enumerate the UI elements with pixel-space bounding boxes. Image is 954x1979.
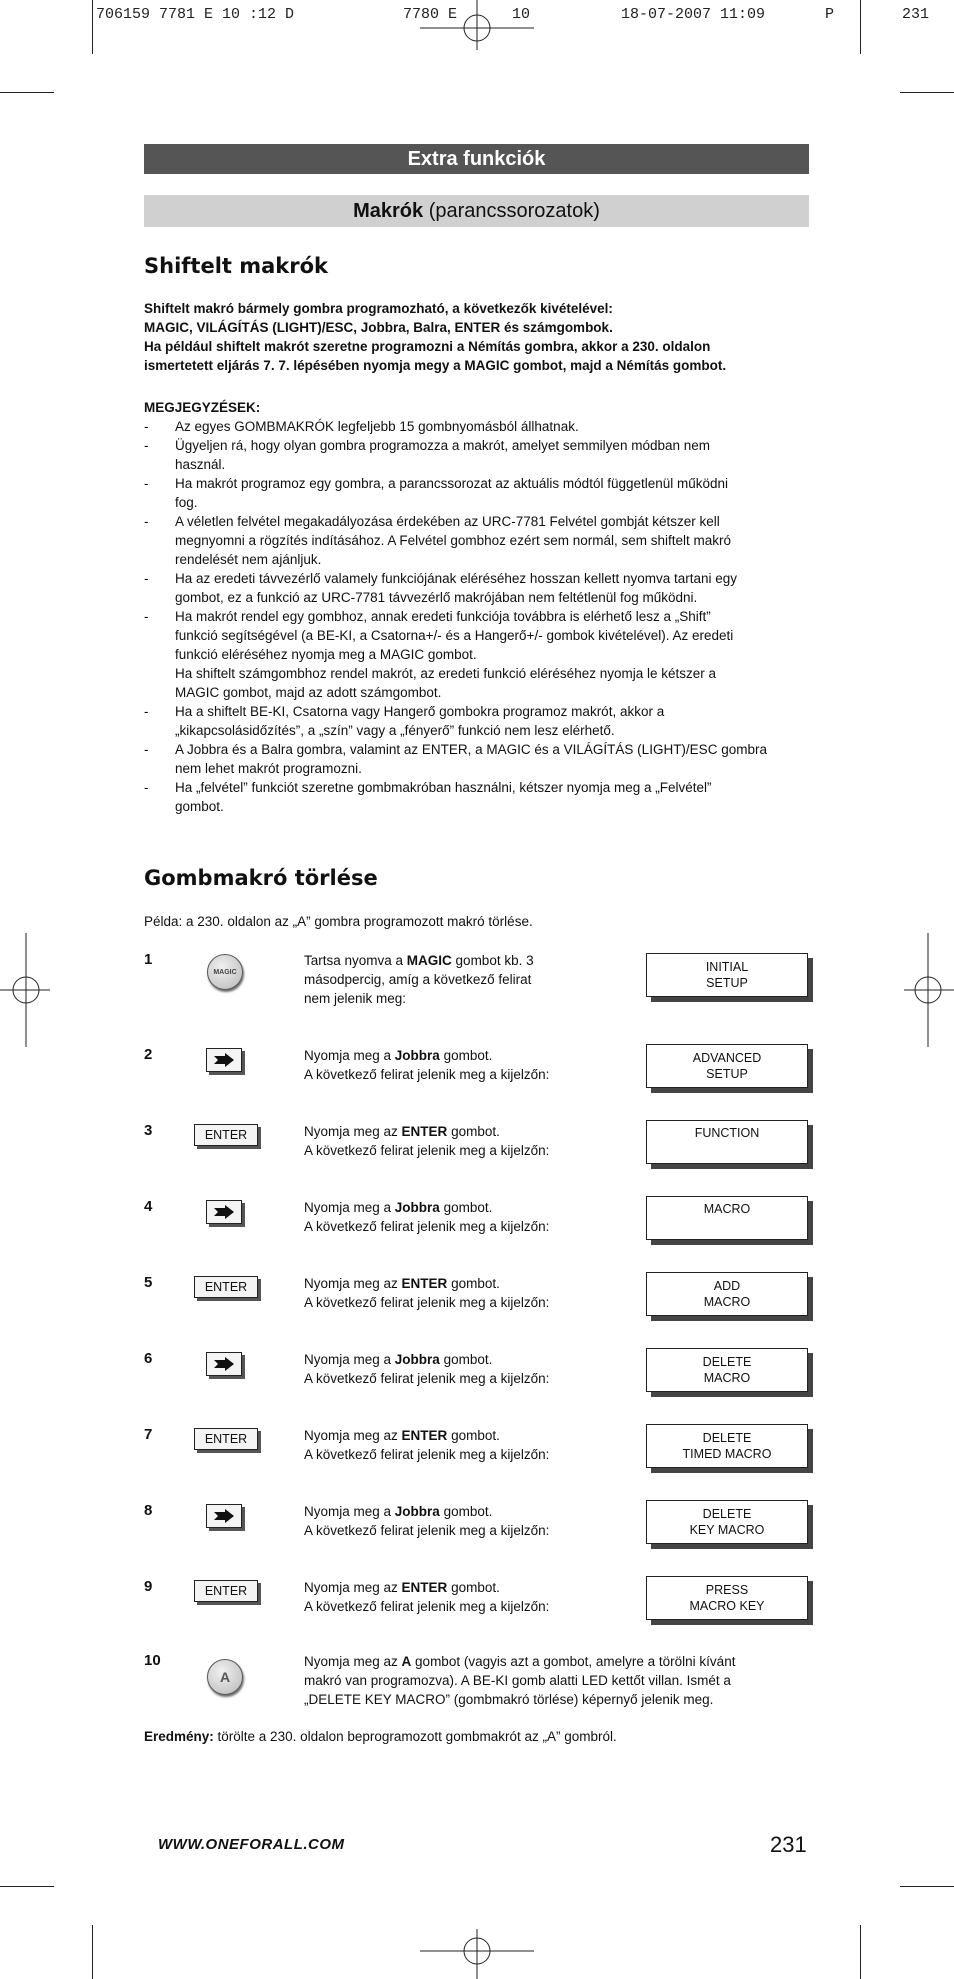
slug-job: 706159 7781 E 10 :12 D <box>96 6 295 23</box>
note-line: Ha „felvétel” funkciót szeretne gombmakróban használni, kétszer nyomja meg a „Felvétel” <box>175 780 712 795</box>
note-item <box>144 417 809 436</box>
section-title: Extra funkciók <box>144 144 809 174</box>
lcd-line: DELETE <box>702 1355 752 1369</box>
footer-url: WWW.ONEFORALL.COM <box>158 1836 345 1853</box>
crop-mark <box>92 1925 93 1979</box>
a-button-label: A <box>219 1669 231 1685</box>
step-number: 9 <box>144 1578 153 1595</box>
lcd-line: ADVANCED <box>692 1051 762 1065</box>
step-text-post: gombot. <box>447 1276 500 1291</box>
step-text-line: makró van programozva). A BE-KI gomb alatti LED kettőt villan. Ismét a <box>304 1673 731 1688</box>
example-line: Példa: a 230. oldalon az „A” gombra programozott makró törlése. <box>144 914 533 929</box>
note-line: gombot, ez a funkció az URC-7781 távvezérlő makrójában nem feltétlenül fog működni. <box>175 590 698 605</box>
note-item <box>144 512 809 569</box>
note-line: megnyomni a rögzítés indításához. A Felvétel gombhoz ezért sem normál, sem shiftelt makró <box>175 533 731 548</box>
step-text-pre: Nyomja meg a <box>304 1048 395 1063</box>
step-text-segment: gombot kb. 3 <box>451 953 534 968</box>
crop-mark <box>0 92 54 93</box>
step-text-post: gombot. <box>447 1124 500 1139</box>
step-text-line: A következő felirat jelenik meg a kijelzőn: <box>304 1371 550 1386</box>
enter-button-icon: ENTER <box>194 1276 258 1298</box>
result-text: törölte a 230. oldalon beprogramozott gombmakrót az „A” gombról. <box>213 1729 617 1744</box>
crop-mark <box>0 1886 54 1887</box>
lcd-line: DELETE <box>702 1507 752 1521</box>
intro-line: Shiftelt makró bármely gombra programozható, a következők kivételével: <box>144 301 613 316</box>
step-text-post: gombot. <box>439 1048 493 1063</box>
right-arrow-button-icon <box>206 1352 242 1376</box>
notes-list <box>144 417 809 816</box>
note-line: Ha makrót rendel egy gombhoz, annak eredeti funkciója továbbra is elérhető lesz a „Shift” <box>175 609 711 624</box>
result-line <box>144 1727 809 1746</box>
note-item <box>144 740 809 778</box>
lcd-line: TIMED MACRO <box>682 1447 772 1461</box>
registration-mark-left <box>0 933 50 1047</box>
step-text-line: A következő felirat jelenik meg a kijelzőn: <box>304 1143 550 1158</box>
note-line: Az egyes GOMBMAKRÓK legfeljebb 15 gombnyomásból állhatnak. <box>175 419 579 434</box>
lcd-display <box>646 1196 808 1240</box>
note-line: rendelését nem ajánljuk. <box>175 552 322 567</box>
step-text-line: A következő felirat jelenik meg a kijelzőn: <box>304 1219 550 1234</box>
step-text-post: gombot. <box>447 1428 500 1443</box>
lcd-line: SETUP <box>706 976 748 990</box>
step-text-pre: Nyomja meg az <box>304 1124 402 1139</box>
step-text-post: gombot. <box>439 1504 493 1519</box>
bullet-dash: - <box>144 609 149 624</box>
lcd-display <box>646 1500 808 1544</box>
lcd-display <box>646 1424 808 1468</box>
note-line: Ha az eredeti távvezérlő valamely funkciójának eléréséhez hosszan kellett nyomva tartani egy <box>175 571 738 586</box>
step-text-post: gombot. <box>439 1352 493 1367</box>
right-arrow-button-icon <box>206 1504 242 1528</box>
lcd-display <box>646 1576 808 1620</box>
step-text-line: nem jelenik meg: <box>304 991 407 1006</box>
step-text-button: Jobbra <box>394 1504 440 1519</box>
intro-line: Ha például shiftelt makrót szeretne programozni a Némítás gombra, akkor a 230. oldalon <box>144 339 711 354</box>
step-text-post: gombot. <box>447 1580 500 1595</box>
lcd-line: INITIAL <box>705 960 749 974</box>
lcd-line: FUNCTION <box>694 1126 760 1140</box>
step-number: 2 <box>144 1046 153 1063</box>
page-number: 231 <box>770 1832 807 1857</box>
bullet-dash: - <box>144 438 149 453</box>
registration-mark-bottom <box>420 1929 534 1979</box>
a-button-icon <box>207 1659 243 1695</box>
bullet-dash: - <box>144 742 149 757</box>
step-number: 6 <box>144 1350 153 1367</box>
step-text-line: másodpercig, amíg a következő felirat <box>304 972 532 987</box>
step-number: 8 <box>144 1502 153 1519</box>
step-text-button: ENTER <box>401 1428 448 1443</box>
note-line: „kikapcsolásidőzítés”, a „szín” vagy a „fényerő” funkció nem lesz elérhető. <box>175 723 615 738</box>
step-text-line: „DELETE KEY MACRO” (gombmakró törlése) képernyő jelenik meg. <box>304 1692 714 1707</box>
bullet-dash: - <box>144 780 149 795</box>
step-number: 5 <box>144 1274 153 1291</box>
lcd-line: MACRO <box>703 1295 751 1309</box>
lcd-display <box>646 1272 808 1316</box>
note-line: funkció eléréséhez nyomja meg a MAGIC gombot. <box>175 647 477 662</box>
step-text-button: ENTER <box>401 1276 448 1291</box>
notes-title: MEGJEGYZÉSEK: <box>144 400 261 415</box>
registration-mark-right <box>904 933 954 1047</box>
slug-page: 231 <box>902 6 930 23</box>
step-10-text <box>304 1652 804 1709</box>
step-text-pre: Nyomja meg az <box>304 1428 402 1443</box>
step-number: 10 <box>144 1652 161 1669</box>
step-text-pre: Nyomja meg az <box>304 1276 402 1291</box>
lcd-line: DELETE <box>702 1431 752 1445</box>
heading-shifted-macros: Shiftelt makrók <box>144 254 329 278</box>
lcd-line: SETUP <box>706 1067 748 1081</box>
step-text-pre: Nyomja meg a <box>304 1200 395 1215</box>
bullet-dash: - <box>144 514 149 529</box>
note-line: A véletlen felvétel megakadályozása érdekében az URC-7781 Felvétel gombját kétszer kell <box>175 514 720 529</box>
step-text-button: Jobbra <box>394 1352 440 1367</box>
step-text-line: A következő felirat jelenik meg a kijelzőn: <box>304 1447 550 1462</box>
note-line: Ha a shiftelt BE-KI, Csatorna vagy Hangerő gombokra programoz makrót, akkor a <box>175 704 665 719</box>
shifted-intro <box>144 299 809 375</box>
note-line: MAGIC gombot, majd az adott számgombot. <box>175 685 442 700</box>
enter-button-icon: ENTER <box>194 1580 258 1602</box>
note-line: nem lehet makrót programozni. <box>175 761 362 776</box>
step-text-pre: Nyomja meg az <box>304 1580 402 1595</box>
bullet-dash: - <box>144 704 149 719</box>
bullet-dash: - <box>144 419 149 434</box>
step-number: 1 <box>144 951 153 968</box>
step-text-button: A <box>401 1654 412 1669</box>
crop-mark <box>92 0 93 54</box>
right-arrow-button-icon <box>206 1048 242 1072</box>
note-line: használ. <box>175 457 226 472</box>
step-text-pre: Nyomja meg az <box>304 1654 402 1669</box>
subsection-title-bold: Makrók <box>353 200 424 222</box>
heading-delete-macro: Gombmakró törlése <box>144 866 378 890</box>
step-text-pre: Nyomja meg a <box>304 1352 395 1367</box>
note-line: Ha shiftelt számgombhoz rendel makrót, az eredeti funkció eléréséhez nyomja le kétszer a <box>175 666 717 681</box>
result-label: Eredmény: <box>144 1729 214 1744</box>
right-arrow-button-icon <box>206 1200 242 1224</box>
bullet-dash: - <box>144 476 149 491</box>
lcd-line: KEY MACRO <box>689 1523 765 1537</box>
slug-p: P <box>825 6 835 23</box>
step-text-line: A következő felirat jelenik meg a kijelzőn: <box>304 1599 550 1614</box>
magic-button-label: MAGIC <box>213 968 237 976</box>
step-text-post: gombot (vagyis azt a gombot, amelyre a törölni kívánt <box>411 1654 736 1669</box>
note-item <box>144 436 809 474</box>
step-text-post: gombot. <box>439 1200 493 1215</box>
step-text-line: A következő felirat jelenik meg a kijelzőn: <box>304 1523 550 1538</box>
step-number: 3 <box>144 1122 153 1139</box>
lcd-line: MACRO KEY <box>689 1599 765 1613</box>
note-item <box>144 702 809 740</box>
lcd-display <box>646 1044 808 1088</box>
lcd-display <box>646 1348 808 1392</box>
lcd-display <box>646 953 808 997</box>
enter-button-icon: ENTER <box>194 1428 258 1450</box>
step-text-line: A következő felirat jelenik meg a kijelzőn: <box>304 1295 550 1310</box>
step-number: 4 <box>144 1198 153 1215</box>
slug-datetime: 18-07-2007 11:09 <box>621 6 766 23</box>
subsection-title <box>144 195 809 227</box>
lcd-line: MACRO <box>703 1371 751 1385</box>
note-item <box>144 474 809 512</box>
note-line: gombot. <box>175 799 224 814</box>
lcd-line: MACRO <box>703 1202 751 1216</box>
crop-mark <box>900 92 954 93</box>
crop-mark <box>860 1925 861 1979</box>
step-text-pre: Nyomja meg a <box>304 1504 395 1519</box>
step-text-segment: Tartsa nyomva a <box>304 953 407 968</box>
slug-num: 10 <box>512 6 531 23</box>
note-line: fog. <box>175 495 198 510</box>
magic-button-icon <box>207 954 243 990</box>
print-slug <box>96 6 936 26</box>
lcd-display <box>646 1120 808 1164</box>
crop-mark <box>900 1886 954 1887</box>
note-item <box>144 607 809 702</box>
intro-line: MAGIC, VILÁGÍTÁS (LIGHT)/ESC, Jobbra, Balra, ENTER és számgombok. <box>144 320 613 335</box>
note-item <box>144 569 809 607</box>
note-line: Ha makrót programoz egy gombra, a parancssorozat az aktuális módtól függetlenül működni <box>175 476 729 491</box>
slug-model: 7780 E <box>403 6 458 23</box>
step-text-button: ENTER <box>401 1580 448 1595</box>
lcd-line: PRESS <box>705 1583 749 1597</box>
bullet-dash: - <box>144 571 149 586</box>
lcd-line: ADD <box>713 1279 741 1293</box>
enter-button-icon: ENTER <box>194 1124 258 1146</box>
subsection-title-rest: (parancssorozatok) <box>423 200 600 222</box>
step-number: 7 <box>144 1426 153 1443</box>
intro-line: ismertetett eljárás 7. 7. lépésében nyomja megy a MAGIC gombot, majd a Némítás gombot. <box>144 358 727 373</box>
step-text-segment: MAGIC <box>406 953 452 968</box>
note-line: Ügyeljen rá, hogy olyan gombra programozza a makrót, amelyet semmilyen módban nem <box>175 438 710 453</box>
notes-block <box>144 398 809 816</box>
note-line: funkció segítségével (a BE-KI, a Csatorna+/- és a Hangerő+/- gombok kivételével). Az eredeti <box>175 628 734 643</box>
step-text-button: Jobbra <box>394 1048 440 1063</box>
step-text-button: Jobbra <box>394 1200 440 1215</box>
note-line: A Jobbra és a Balra gombra, valamint az ENTER, a MAGIC és a VILÁGÍTÁS (LIGHT)/ESC gombra <box>175 742 767 757</box>
note-item <box>144 778 809 816</box>
step-text-line: A következő felirat jelenik meg a kijelzőn: <box>304 1067 550 1082</box>
step-text-button: ENTER <box>401 1124 448 1139</box>
